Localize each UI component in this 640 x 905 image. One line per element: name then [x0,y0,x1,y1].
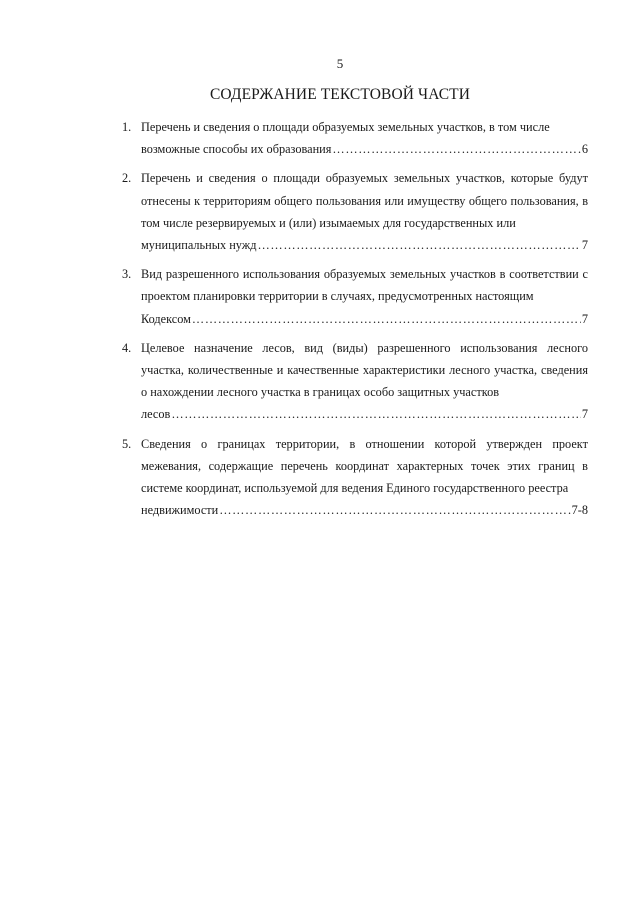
toc-item-1 [122,116,588,160]
toc-item-text: Перечень и сведения о площади образуемых земельных участков, которые будут отнесены к территориям общего пользования или имуществу общего пользования, в том числе резервируемых и (или) изымаемых для государственных или [141,171,588,230]
toc-item-last-line [141,138,588,160]
toc-item-5 [122,433,588,522]
toc-item-number: 5. [122,436,132,451]
toc-item-number: 3. [122,267,132,282]
toc-item-text: Целевое назначение лесов, вид (виды) разрешенного использования лесного участка, количественные и качественные характеристики лесного участка, сведения о нахождении лесного участка в границах особо защитных участков [141,340,588,400]
toc-item-last-line [141,234,588,256]
toc-item-text: Перечень и сведения о площади образуемых земельных участков, в том числе [141,120,550,134]
toc-leader-dots [258,234,581,256]
toc-leader-dots [192,308,581,330]
toc-item-text: Вид разрешенного использования образуемых земельных участков в соответствии с проектом планировки территории в случаях, предусмотренных настоящим [141,267,588,304]
toc-item-page: 7 [581,238,588,253]
toc-item-2 [122,167,588,256]
toc-leader-dots [171,403,581,425]
toc-item-page: 6 [581,142,588,157]
toc-item-number: 4. [122,340,132,355]
toc-item-4 [122,337,588,426]
toc-item-last-text: муниципальных нужд [141,238,257,253]
toc-item-last-text: возможные способы их образования [141,142,332,157]
toc-item-3 [122,263,588,330]
toc-item-last-text: недвижимости [141,503,219,518]
toc-item-page: 7 [581,311,588,326]
toc-item-last-text: Кодексом [141,311,191,326]
toc-item-number: 1. [122,120,132,134]
toc-item-last-text: лесов [141,407,171,422]
toc-item-page: 7-8 [571,503,588,518]
page-number: 5 [336,56,344,71]
toc-item-last-line [141,403,588,425]
toc-leader-dots [219,499,570,521]
toc-item-number: 2. [122,171,132,186]
table-of-contents [122,116,588,528]
toc-item-text: Сведения о границах территории, в отношении которой утвержден проект межевания, содержащие перечень координат характерных точек этих границ в системе координат, используемой для ведения Единого государственного реестра [141,436,588,496]
toc-item-page: 7 [581,407,588,422]
document-title: СОДЕРЖАНИЕ ТЕКСТОВОЙ ЧАСТИ [209,86,471,103]
toc-leader-dots [332,138,580,160]
toc-item-last-line [141,499,588,521]
toc-item-last-line [141,308,588,330]
